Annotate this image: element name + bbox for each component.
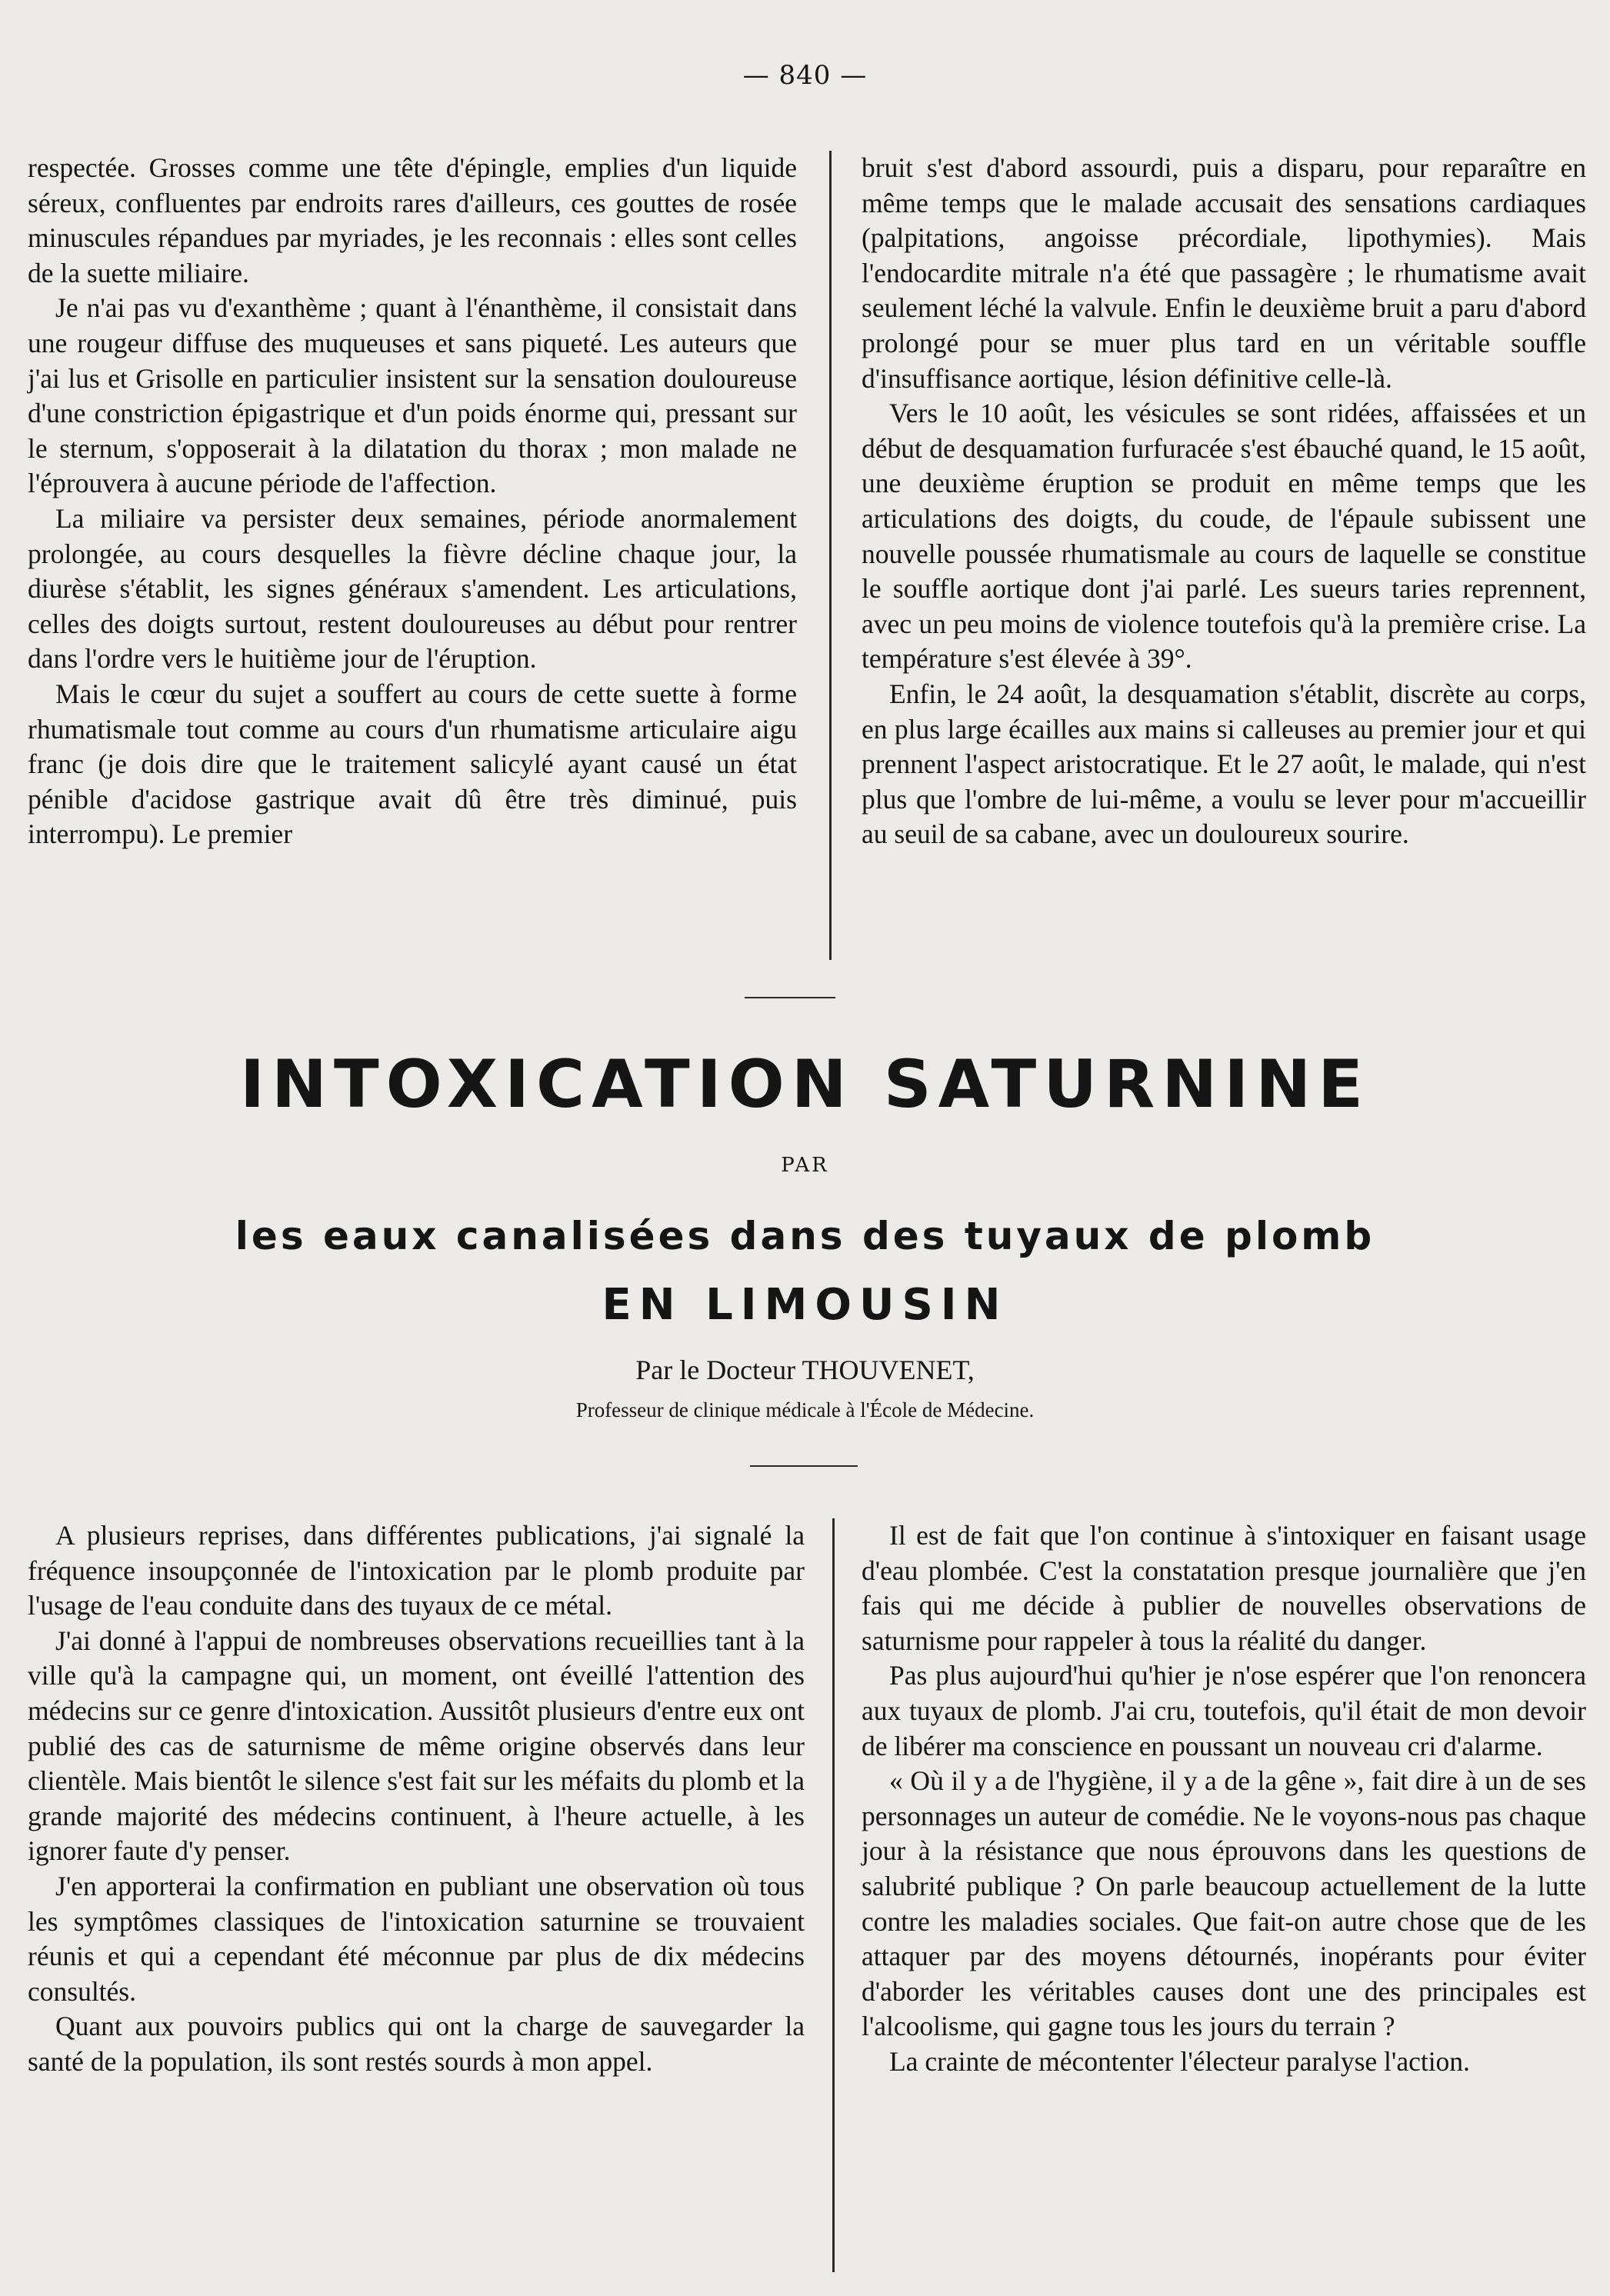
- paragraph: Mais le cœur du sujet a souffert au cours de cette suette à forme rhumatismale tout comme au cours d'un rhumatisme articulaire aigu franc (je dois dire que le traitement salicylé ayant causé un état pénible d'acidose gastrique avait dû être très diminué, puis interrompu). Le premier: [28, 678, 797, 850]
- column-bottom-right: [862, 1518, 1586, 2080]
- article-title: INTOXICATION SATURNINE: [240, 1046, 1370, 1123]
- paragraph: bruit s'est d'abord assourdi, puis a disparu, pour reparaître en même temps que le malade accusait des sensations cardiaques (palpitations, angoisse précordiale, lipothymies). Mais l'endocardite mitrale n'a été que passagère ; le rhumatisme avait seulement léché la valvule. Enfin le deuxième bruit a paru d'abord prolongé pour se muer plus tard en un véritable souffle d'insuffisance aortique, lésion définitive celle-là.: [862, 152, 1586, 394]
- article-par: PAR: [781, 1154, 829, 1177]
- paragraph: Enfin, le 24 août, la desquamation s'établit, discrète au corps, en plus large écailles aux mains si calleuses au premier jour et qui prennent l'aspect aristocratique. Et le 27 août, le malade, qui n'est plus que l'ombre de lui-même, a voulu se lever pour m'accueillir au seuil de sa cabane, avec un douloureux sourire.: [862, 678, 1586, 850]
- paragraph: La miliaire va persister deux semaines, période anormalement prolongée, au cours desquelles la fièvre décline chaque jour, la diurèse s'établit, les signes généraux s'amendent. Les articulations, celles des doigts surtout, restent douloureuses au début pour rentrer dans l'ordre vers le huitième jour de l'éruption.: [28, 502, 797, 675]
- paragraph: J'en apporterai la confirmation en publiant une observation où tous les symptômes classiques de l'intoxication saturnine se trouvaient réunis et qui a cependant été méconnue par plus de dix médecins consultés.: [28, 1870, 805, 2007]
- section-separator: [745, 997, 835, 998]
- paragraph: respectée. Grosses comme une tête d'épingle, emplies d'un liquide séreux, confluentes par endroits rares d'ailleurs, ces gouttes de rosée minuscules répandues par myriades, je les reconnais : elles sont celles de la suette miliaire.: [28, 152, 797, 288]
- paragraph: « Où il y a de l'hygiène, il y a de la gêne », fait dire à un de ses personnages un auteur de comédie. Ne le voyons-nous pas chaque jour à la résistance que nous éprouvons dans les questions de salubrité publique ? On parle beaucoup actuellement de la lutte contre les maladies sociales. Que fait-on autre chose que de les attaquer par des moyens détournés, inopérants pour éviter d'aborder les véritables causes dont une des principales est l'alcoolisme, qui gagne tous les jours du terrain ?: [862, 1765, 1586, 2042]
- column-top-right: [862, 151, 1586, 852]
- column-top-left: [28, 151, 797, 852]
- paragraph: Je n'ai pas vu d'exanthème ; quant à l'énanthème, il consistait dans une rougeur diffuse des muqueuses et sans piqueté. Les auteurs que j'ai lus et Grisolle en particulier insistent sur la sensation douloureuse d'une constriction épigastrique et d'un poids énorme qui, pressant sur le sternum, s'opposerait à la dilatation du thorax ; mon malade ne l'éprouvera à aucune période de l'affection.: [28, 292, 797, 499]
- article-subtitle: les eaux canalisées dans des tuyaux de plomb: [235, 1214, 1375, 1258]
- article-subtitle-region: EN LIMOUSIN: [602, 1280, 1008, 1330]
- section-separator: [750, 1465, 858, 1467]
- paragraph: Il est de fait que l'on continue à s'intoxiquer en faisant usage d'eau plombée. C'est la constatation presque journalière que j'en fais qui me décide à publier de nouvelles observations de saturnisme pour rappeler à tous la réalité du danger.: [862, 1520, 1586, 1656]
- article-author: Par le Docteur THOUVENET,: [635, 1355, 975, 1385]
- paragraph: A plusieurs reprises, dans différentes publications, j'ai signalé la fréquence insoupçonnée de l'intoxication par le plomb produite par l'usage de l'eau conduite dans des tuyaux de ce métal.: [28, 1520, 805, 1621]
- column-divider: [829, 151, 832, 960]
- paragraph: J'ai donné à l'appui de nombreuses observations recueillies tant à la ville qu'à la campagne qui, un moment, ont éveillé l'attention des médecins sur ce genre d'intoxication. Aussitôt plusieurs d'entre eux ont publié des cas de saturnisme de même origine observés dans leur clientèle. Mais bientôt le silence s'est fait sur les méfaits du plomb et la grande majorité des médecins continuent, à l'heure actuelle, à les ignorer faute d'y penser.: [28, 1625, 805, 1867]
- article-affiliation: Professeur de clinique médicale à l'École de Médecine.: [575, 1398, 1035, 1421]
- paragraph: Vers le 10 août, les vésicules se sont ridées, affaissées et un début de desquamation furfuracée s'est ébauché quand, le 15 août, une deuxième éruption se produit en même temps que les articulations des doigts, du coude, de l'épaule subissent une nouvelle poussée rhumatismale au cours de laquelle se constitue le souffle aortique dont j'ai parlé. Les sueurs taries reprennent, avec un peu moins de violence toutefois qu'à la première crise. La température s'est élevée à 39°.: [862, 398, 1586, 675]
- paragraph: Pas plus aujourd'hui qu'hier je n'ose espérer que l'on renoncera aux tuyaux de plomb. J'ai cru, toutefois, qu'il était de mon devoir de libérer ma conscience en poussant un nouveau cri d'alarme.: [862, 1660, 1586, 1761]
- column-divider: [832, 1518, 835, 2272]
- paragraph: Quant aux pouvoirs publics qui ont la charge de sauvegarder la santé de la population, ils sont restés sourds à mon appel.: [28, 2011, 805, 2077]
- paragraph: La crainte de mécontenter l'électeur paralyse l'action.: [889, 2045, 1470, 2077]
- column-bottom-left: [28, 1518, 805, 2080]
- page-number: — 840 —: [742, 60, 868, 91]
